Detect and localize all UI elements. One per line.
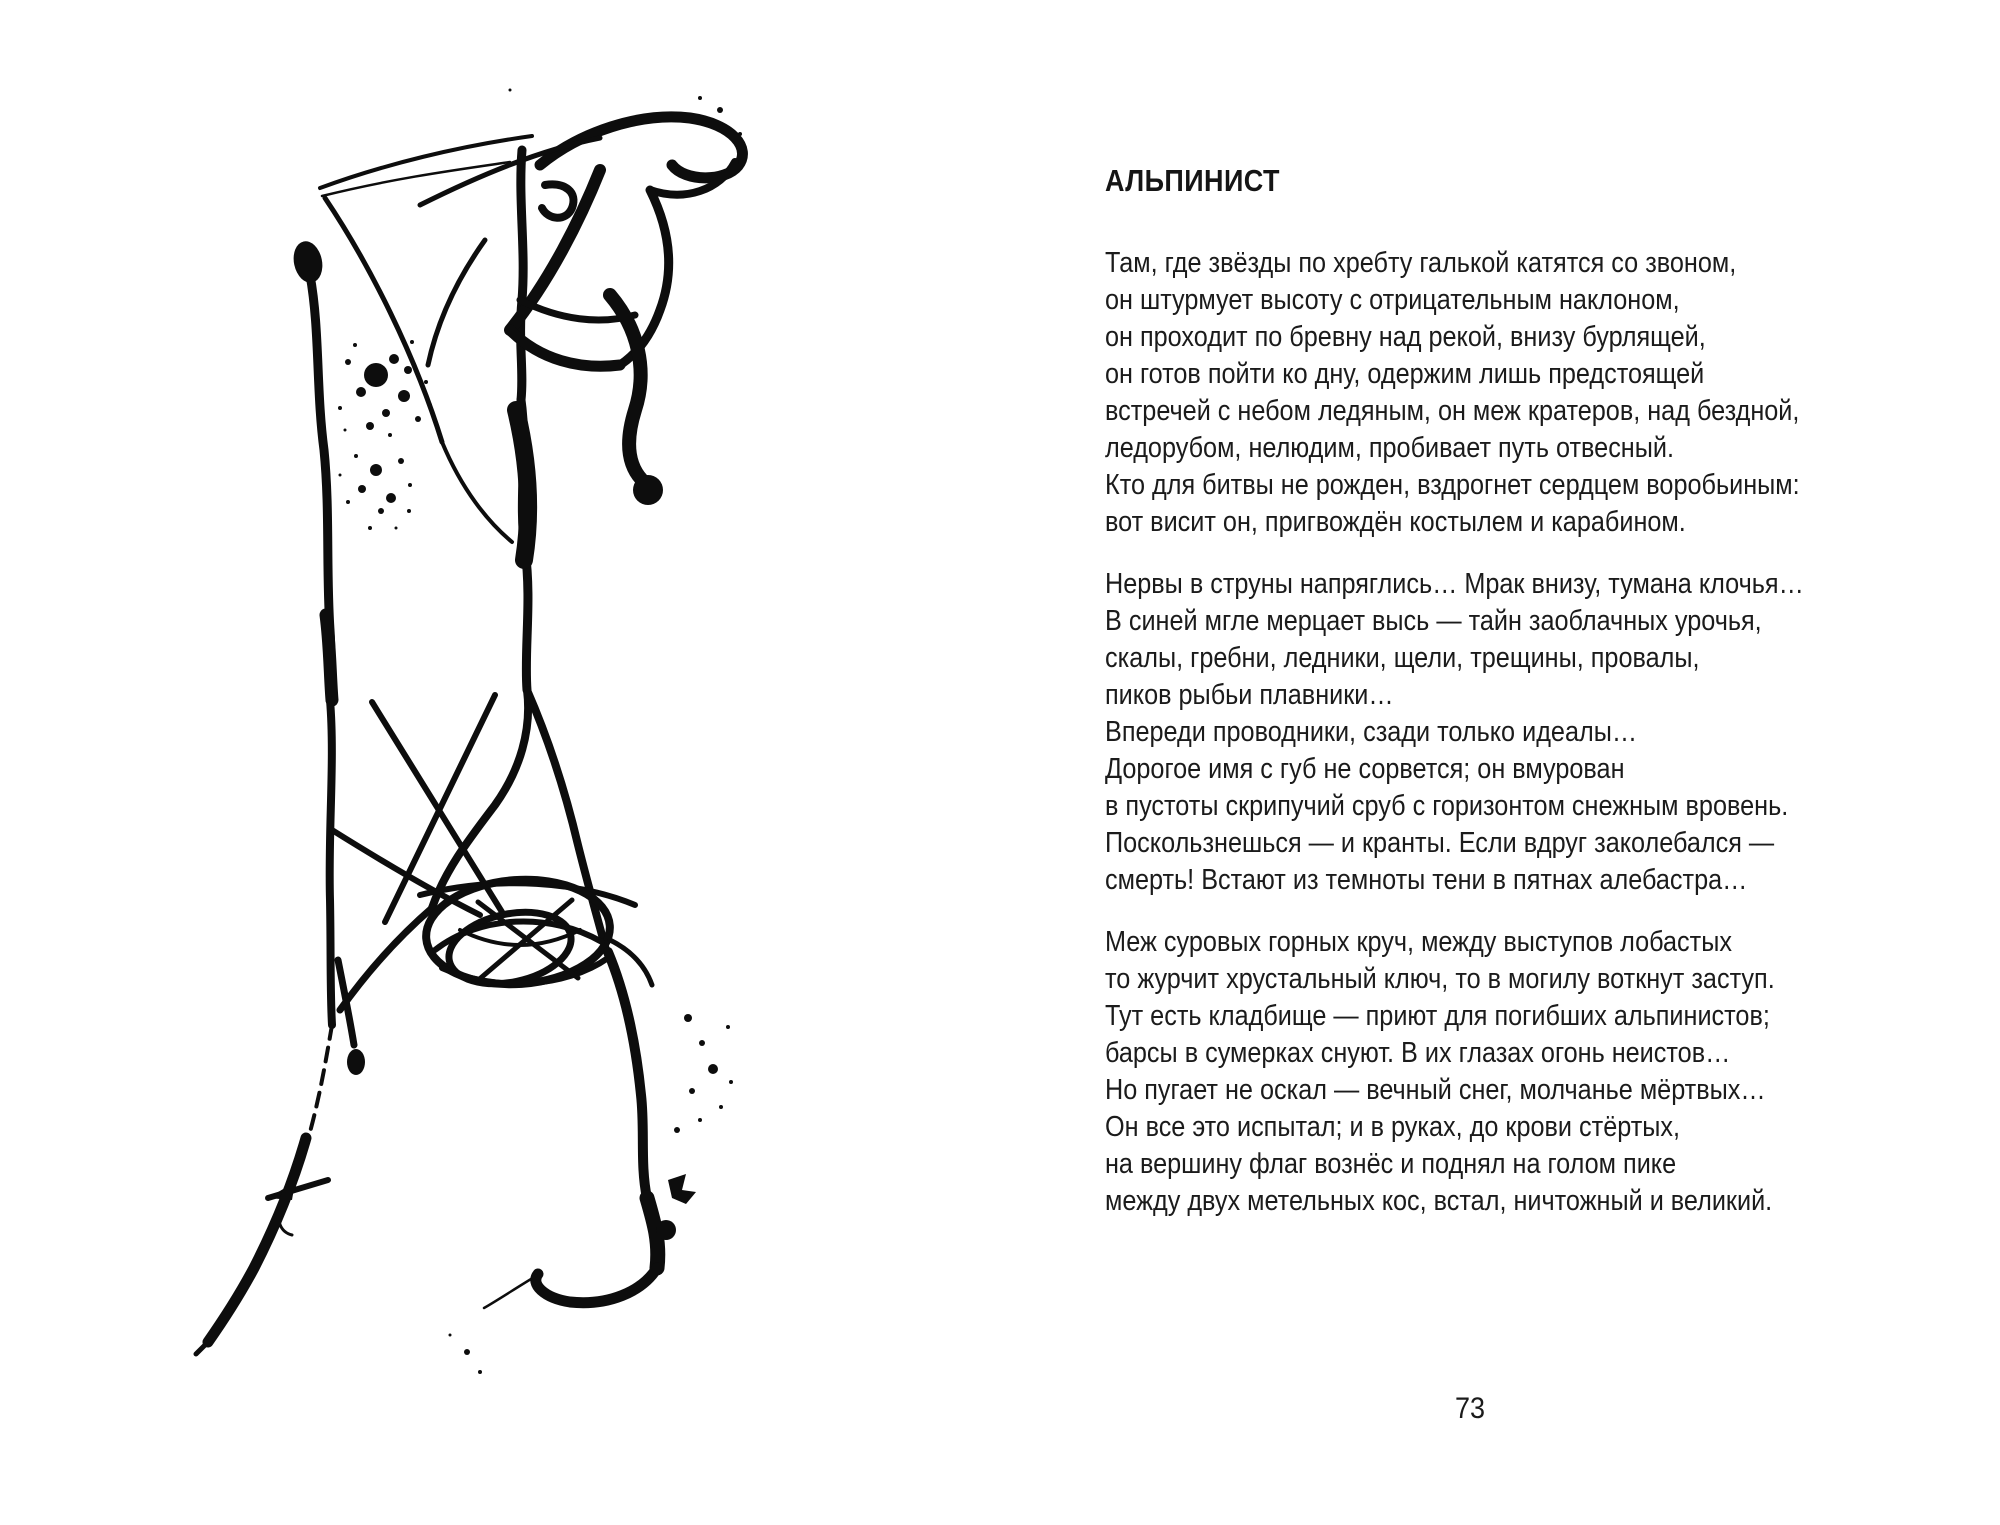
poem-line: Он все это испытал; и в руках, до крови стёртых, (1105, 1111, 1681, 1143)
ink-right-leg (484, 952, 696, 1308)
poem-line: вот висит он, пригвождён костылем и карабином. (1105, 506, 1686, 538)
ink-illustration (180, 70, 780, 1430)
poem-line: Нервы в струны напряглись… Мрак внизу, тумана клочья… (1105, 568, 1804, 600)
poem-title: АЛЬПИНИСТ (1105, 163, 1280, 198)
poem-line: то журчит хрустальный ключ, то в могилу воткнут заступ. (1105, 963, 1775, 995)
poem-line: Поскользнешься — и кранты. Если вдруг заколебался — (1105, 827, 1775, 859)
poem-line: между двух метельных кос, встал, ничтожный и великий. (1105, 1185, 1773, 1217)
poem-line: барсы в сумерках снуют. В их глазах огонь неистов… (1105, 1037, 1731, 1069)
poem-line: В синей мгле мерцает высь — тайн заоблачных урочья, (1105, 605, 1762, 637)
ink-speckles (449, 89, 743, 1375)
poem-stanza-1 (1105, 245, 1800, 541)
poem-line: он штурмует высоту с отрицательным наклоном, (1105, 284, 1680, 316)
poem-line: в пустоты скрипучий сруб с горизонтом снежным вровень. (1105, 790, 1789, 822)
poem-line: на вершину флаг вознёс и поднял на голом пике (1105, 1148, 1677, 1180)
page-number: 73 (1454, 1392, 1486, 1425)
ink-net-structure (332, 690, 652, 1010)
poem-line: смерть! Встают из темноты тени в пятнах алебастра… (1105, 864, 1748, 896)
poem-line: он готов пойти ко дну, одержим лишь предстоящей (1105, 358, 1705, 390)
ink-central-strand (325, 198, 528, 690)
ink-illustration-svg (180, 70, 780, 1430)
poem-stanza-3 (1105, 924, 1775, 1220)
poem-line: Впереди проводники, сзади только идеалы… (1105, 716, 1638, 748)
poem-line: ледорубом, нелюдим, пробивает путь отвесный. (1105, 432, 1674, 464)
poem-line: встречей с небом ледяным, он меж кратеров, над бездной, (1105, 395, 1800, 427)
poem-line: он проходит по бревну над рекой, внизу бурлящей, (1105, 321, 1706, 353)
poem-line: скалы, гребни, ледники, щели, трещины, провалы, (1105, 642, 1700, 674)
ink-left-drip (290, 239, 332, 1025)
ink-splatter-lower (339, 454, 413, 530)
ink-left-leg (196, 1025, 332, 1354)
ink-head-swirl (320, 117, 742, 400)
poem-line: Но пугает не оскал — вечный снег, молчанье мёртвых… (1105, 1074, 1766, 1106)
poem-line: Тут есть кладбище — приют для погибших альпинистов; (1105, 1000, 1770, 1032)
poem-line: Кто для битвы не рожден, вздрогнет сердцем воробьиным: (1105, 469, 1800, 501)
poem-line: Там, где звёзды по хребту галькой катятся со звоном, (1105, 247, 1737, 279)
poem-stanza-2 (1105, 566, 1804, 899)
poem-line: Меж суровых горных круч, между выступов лобастых (1105, 926, 1732, 958)
poem-line: пиков рыбьи плавники… (1105, 679, 1394, 711)
ink-splatter-upper (338, 340, 432, 437)
poem-page (1105, 0, 1818, 1525)
poem-line: Дорогое имя с губ не сорвется; он вмурован (1105, 753, 1625, 785)
